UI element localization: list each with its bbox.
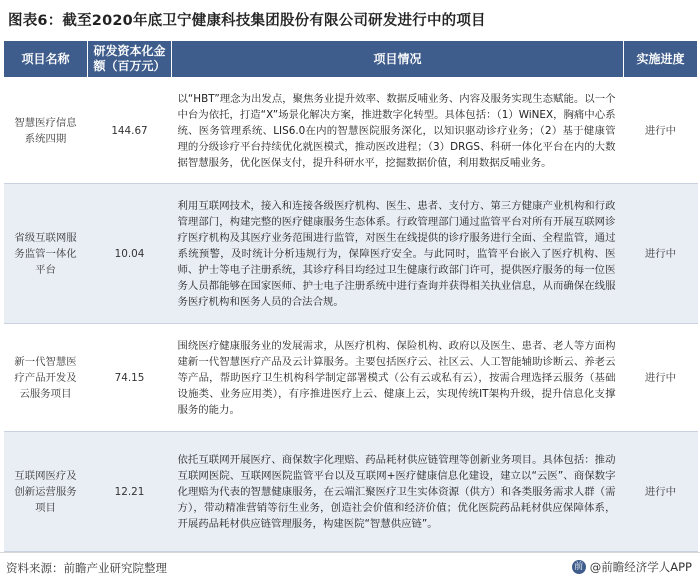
- footer: [0, 552, 700, 583]
- header-capitalized-amount: 研发资本化金额（百万元）: [88, 41, 172, 78]
- project-detail: 利用互联网技术，接入和连接各级医疗机构、医生、患者、支付方、第三方健康产业机构和行政管理部门，构建完整的医疗健康服务生态体系。行政管理部门通过监管平台对所有开展互联网诊疗医疗机构及其医疗业务范围进行监管，对医生在线提供的诊疗服务进行全面、全程监管，通过系统预警，及时统计分析违规行为，保障医疗安全。与此同时，监管平台嵌入了医疗机构、医师、护士等电子注册系统，其诊疗科目均经过卫生健康行政部门许可，提供医疗服务的每一位医务人员都能够在国家医师、护士电子注册系统中进行查询并获得相关执业信息，从而确保在线服务医疗机构和医务人员的合法合规。: [172, 184, 624, 324]
- table-header-row: [4, 41, 698, 78]
- project-amount: 12.21: [88, 432, 172, 552]
- project-name: 智慧医疗信息系统四期: [4, 78, 88, 184]
- project-progress: 进行中: [624, 78, 698, 184]
- page-title: 图表6：截至2020年底卫宁健康科技集团股份有限公司研发进行中的项目: [8, 13, 486, 29]
- project-detail: 以“HBT”理念为出发点，聚焦务业提升效率、数据反哺业务、内容及服务实现生态赋能。以一个中台为依托，打造“X”场景化解决方案，推进数字化转型。具体包括：（1）WiNEX，胸痛中心系统、医务管理系统、LIS6.0在内的智慧医院服务深化，以知识驱动诊疗业务；（2）基于健康管理的分级诊疗平台持续优化就医模式，推动医改进程；（3）DRGS、科研一体化平台在内的大数据智慧服务，优化医保支付，提升科研水平，挖掘数据价值，利用数据反哺业务。: [172, 78, 624, 184]
- project-progress: 进行中: [624, 184, 698, 324]
- brand-credit: [572, 559, 692, 575]
- table-row: [4, 324, 698, 432]
- project-amount: 74.15: [88, 324, 172, 432]
- project-progress: 进行中: [624, 324, 698, 432]
- project-detail: 依托互联网开展医疗、商保数字化理赔、药品耗材供应链管理等创新业务项目。具体包括：推动互联网医院、互联网医院监管平台以及互联网+医疗健康信息化建设，建立以“云医”、商保数字化理赔为代表的智慧健康服务，在云端汇聚医疗卫生实体资源（供方）和各类服务需求人群（需方），带动精准营销等衍生业务，创造社会价值和经济价值；优化医院药品耗材供应保障体系，开展药品耗材供应链管理服务，构建医院“智慧供应链”。: [172, 432, 624, 552]
- source-note: 资料来源：前瞻产业研究院整理: [6, 561, 167, 575]
- project-name: 互联网医疗及创新运营服务项目: [4, 432, 88, 552]
- header-project-details: 项目情况: [172, 41, 624, 78]
- table-row: [4, 432, 698, 552]
- project-amount: 10.04: [88, 184, 172, 324]
- project-progress: 进行中: [624, 432, 698, 552]
- table-row: [4, 184, 698, 324]
- project-amount: 144.67: [88, 78, 172, 184]
- project-detail: 围绕医疗健康服务业的发展需求，从医疗机构、保险机构、政府以及医生、患者、老人等方面构建新一代智慧医疗产品及云计算服务。主要包括医疗云、社区云、人工智能辅助诊断云、养老云等产品，帮助医疗卫生机构科学制定部署模式（公有云或私有云），按需合理选择云服务（基础设施类、业务应用类），有序推进医疗上云、健康上云，实现传统IT架构升级，提升信息化支撑服务的能力。: [172, 324, 624, 432]
- header-project-name: 项目名称: [4, 41, 88, 78]
- project-name: 新一代智慧医疗产品开发及云服务项目: [4, 324, 88, 432]
- brand-logo-icon: 前: [572, 560, 586, 574]
- brand-label: @前瞻经济学人APP: [589, 560, 692, 574]
- header-progress: 实施进度: [624, 41, 698, 78]
- project-name: 省级互联网服务监管一体化平台: [4, 184, 88, 324]
- table-row: [4, 78, 698, 184]
- projects-table: [3, 40, 698, 552]
